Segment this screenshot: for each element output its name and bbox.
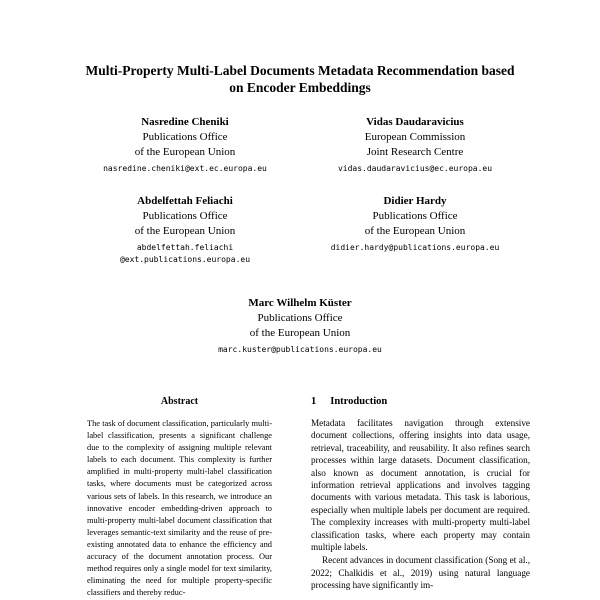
author-name: Marc Wilhelm Küster	[248, 297, 352, 309]
author-affiliation: of the European Union	[249, 327, 351, 339]
author-name: Abdelfettah Feliachi	[137, 195, 233, 207]
author-list	[70, 115, 530, 356]
author-affiliation: Publications Office	[372, 210, 458, 222]
author-email: vidas.daudaravicius@ec.europa.eu	[337, 164, 493, 173]
paper-title-line2: on Encoder Embeddings	[229, 80, 371, 95]
author-block-daudaravicius	[300, 115, 530, 175]
author-affiliation: Publications Office	[142, 131, 228, 143]
left-column-abstract-section	[70, 396, 289, 599]
author-row-3	[70, 296, 530, 356]
author-name: Nasredine Cheniki	[141, 116, 229, 128]
paper-title	[0, 0, 600, 96]
abstract-text: The task of document classification, particularly multi-label classification, presents a significant challenge due to the complexity of assigning multiple relevant labels to each document. This complexity is further amplified in multi-property multi-label classification tasks, where documents must be categorized across various sets of labels. In this research, we introduce an innovative encoder embedding-driven approach to multi-property multi-label document classification that leverages semantic-text similarity and the reuse of pre-existing annotated data to enhance the efficiency and accuracy of the document annotation process. Our method requires only a single model for text similarity, eliminating the need for multiple property-specific classifiers and thereby reduc-	[87, 419, 272, 598]
author-row-1	[70, 115, 530, 175]
author-affiliation: of the European Union	[364, 225, 466, 237]
author-block-feliachi	[70, 194, 300, 266]
author-email-line: @ext.publications.europa.eu	[119, 255, 251, 264]
author-affiliation: European Commission	[364, 131, 466, 143]
author-affiliation: Publications Office	[257, 312, 343, 324]
author-email: marc.kuster@publications.europa.eu	[218, 345, 382, 354]
author-name: Didier Hardy	[383, 195, 447, 207]
right-column-introduction-section	[311, 396, 530, 592]
author-affiliation: of the European Union	[134, 146, 236, 158]
author-email: nasredine.cheniki@ext.ec.europa.eu	[103, 164, 267, 173]
author-name: Vidas Daudaravicius	[366, 116, 464, 128]
introduction-heading	[311, 396, 530, 407]
author-affiliation: Joint Research Centre	[366, 146, 464, 158]
author-email	[70, 242, 300, 266]
author-block-hardy	[300, 194, 530, 266]
author-block-kuster	[180, 296, 420, 356]
author-block-cheniki	[70, 115, 300, 175]
two-column-body	[0, 396, 600, 599]
abstract-heading: Abstract	[160, 396, 199, 407]
introduction-paragraph-2: Recent advances in document classification (Song et al., 2022; Chalkidis et al., 2019) using natural language processing have significantly im-	[311, 555, 530, 591]
section-number: 1	[311, 396, 317, 407]
author-affiliation: of the European Union	[134, 225, 236, 237]
author-row-2	[70, 194, 530, 266]
author-email-line: abdelfettah.feliachi	[136, 243, 234, 252]
section-title: Introduction	[330, 396, 388, 407]
author-email: didier.hardy@publications.europa.eu	[330, 243, 500, 252]
introduction-paragraph-1: Metadata facilitates navigation through extensive document collections, offering insights into data usage, retrieval, traceability, and reusability. It also refines search processes within large datasets. Document classification, also known as document annotation, is crucial for information retrieval applications and involves tagging documents with various metadata. This task is laborious, especially when multiple labels per document are required. The complexity increases with multi-property multi-label classification tasks, where each property may contain multiple labels.	[311, 418, 530, 553]
author-affiliation: Publications Office	[142, 210, 228, 222]
paper-title-line1: Multi-Property Multi-Label Documents Metadata Recommendation based	[85, 63, 515, 78]
